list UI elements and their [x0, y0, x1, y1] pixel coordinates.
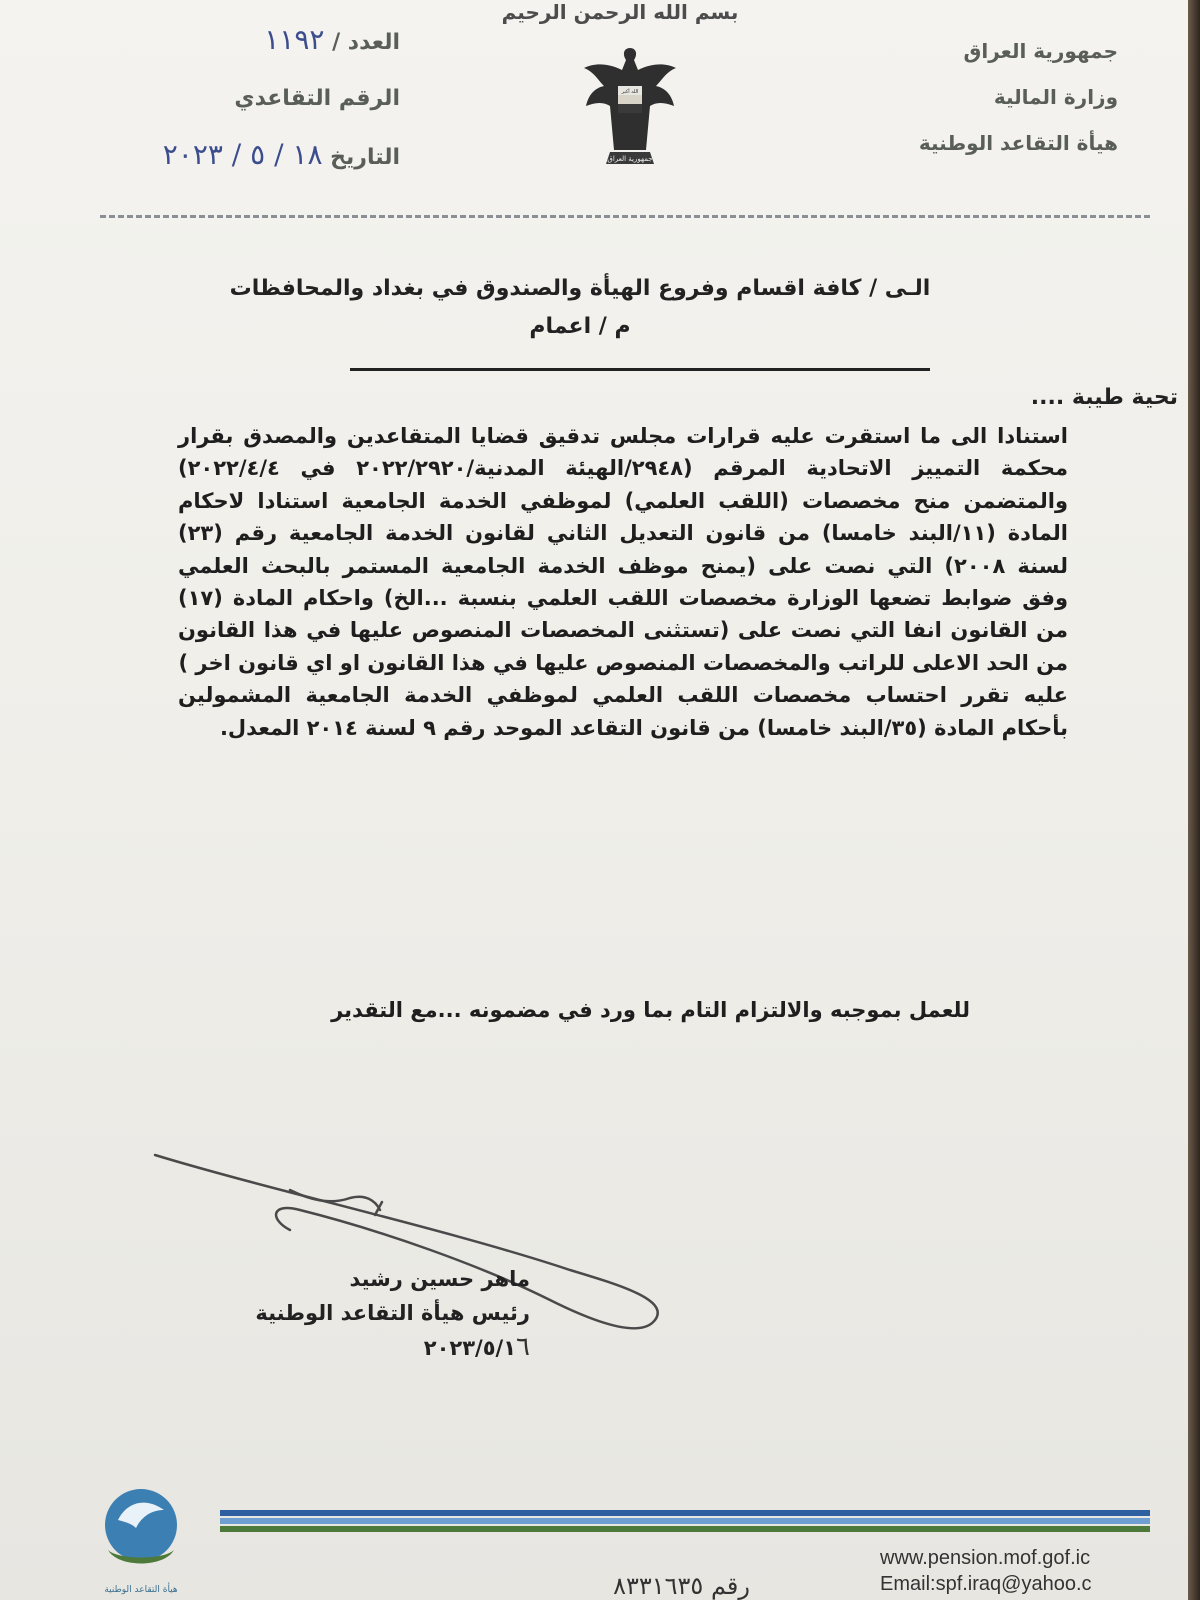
signer-title: رئيس هيأة التقاعد الوطنية: [255, 1301, 530, 1325]
signer-name: ماهر حسين رشيد: [349, 1267, 530, 1291]
iraq-eagle-emblem-icon: [580, 40, 680, 180]
issuer-block: [798, 28, 1118, 166]
reference-number: [80, 12, 400, 71]
issuer-ministry: وزارة المالية: [993, 85, 1118, 109]
address-block: [200, 270, 960, 346]
reference-date-label: التاريخ: [330, 145, 400, 170]
reference-number-value: ١١٩٢: [264, 23, 325, 56]
footer-contact: [880, 1545, 1180, 1597]
closing-line: للعمل بموجبه والالتزام التام بما ورد في مضمونه ...مع التقدير: [331, 998, 970, 1022]
signer-date-printed: ٢٠٢٣/٥/١: [423, 1336, 517, 1360]
address-underline: [350, 368, 930, 371]
pension-authority-logo-icon: [88, 1480, 194, 1600]
issuer-country: جمهورية العراق: [963, 39, 1118, 63]
pension-number-label: الرقم التقاعدي: [234, 86, 400, 111]
serial-label: رقم: [710, 1572, 750, 1600]
header-divider: [100, 215, 1150, 218]
reference-date-value: ١٨ / ٥ / ٢٠٢٣: [162, 138, 323, 171]
serial-number: [470, 1572, 750, 1600]
footer-logo-caption: هيأة التقاعد الوطنية: [104, 1585, 178, 1595]
footer-color-bar: [220, 1510, 1150, 1532]
background-surface: [1188, 0, 1200, 1600]
body-paragraph-1: استنادا الى ما استقرت عليه قرارات مجلس تدقيق قضايا المتقاعدين والمصدق بقرار محكمة التمييز الاتحادية المرقم (٢٩٤٨/الهيئة المدنية/٢٠٢٢/٢٩٢٠ في ٢٠٢٢/٤/٤) والمتضمن منح مخصصات (اللقب العلمي) لموظفي الخدمة الجامعية استنادا لاحكام المادة (١١/البند خامسا) من قانون التعديل الثاني لقانون الخدمة الجامعية رقم (٢٣) لسنة ٢٠٠٨) التي نصت على (يمنح موظف الخدمة الجامعية المستمر بالبحث العلمي وفق ضوابط تضعها الوزارة مخصصات اللقب العلمي بنسبة ...الخ) واحكام المادة (١٧) من القانون انفا التي نصت على (تستثنى المخصصات المنصوص عليها في هذا القانون من الحد الاعلى للراتب والمخصصات المنصوص عليها في هذا القانون او اي قانون اخر ): [178, 424, 1068, 675]
serial-value: ٨٣٣١٦٣٥: [613, 1572, 704, 1600]
footer-email-link[interactable]: Email:spf.iraq@yahoo.c: [880, 1573, 1092, 1595]
basmala: بسم الله الرحمن الرحيم: [501, 0, 739, 24]
letter-body: [178, 420, 1068, 744]
signer-block: [230, 1262, 530, 1365]
issuer-authority: هيأة التقاعد الوطنية: [918, 131, 1118, 155]
emblem-motto: الله أكبر: [621, 89, 639, 95]
signer-date: [230, 1330, 530, 1365]
emblem-caption: جمهورية العراق: [607, 155, 653, 163]
reference-number-label: العدد /: [332, 30, 400, 55]
address-subject: م / اعمام: [529, 314, 631, 339]
footer-website-link[interactable]: www.pension.mof.gof.ic: [880, 1547, 1091, 1569]
reference-block: [80, 12, 400, 186]
body-paragraph-2: عليه تقرر احتساب مخصصات اللقب العلمي لموظفي الخدمة الجامعية المشمولين بأحكام المادة (٣٥/البند خامسا) من قانون التقاعد الموحد رقم ٩ لسنة ٢٠١٤ المعدل.: [178, 683, 1068, 740]
greeting: تحية طيبة ....: [1030, 385, 1178, 410]
reference-date: [80, 127, 400, 186]
address-recipients: الـى / كافة اقسام وفروع الهيأة والصندوق في بغداد والمحافظات: [229, 276, 931, 301]
signer-date-handwritten: ٦: [516, 1332, 530, 1362]
